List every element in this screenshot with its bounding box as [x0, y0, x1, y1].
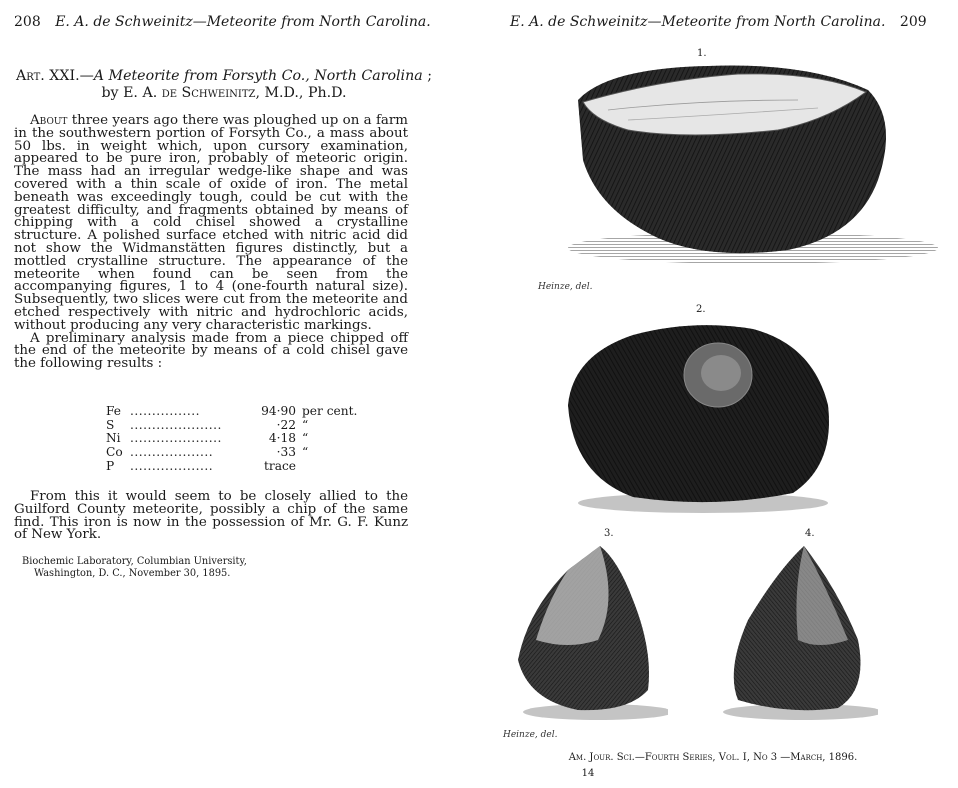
analysis-element: S [106, 417, 115, 432]
leader-dots: ................... [130, 459, 214, 473]
journal-footer [508, 752, 918, 763]
analysis-unit [296, 460, 372, 474]
meteorite-figure-2 [543, 315, 843, 515]
meteorite-figure-4 [708, 540, 878, 730]
analysis-element: Ni [106, 431, 121, 446]
analysis-value: 94·90 [261, 404, 296, 418]
page-number-left: 208 [14, 14, 41, 30]
body-text-top [14, 115, 408, 371]
leader-dots: ..................... [130, 418, 222, 432]
analysis-element: Co [106, 445, 123, 460]
paragraph-1-lead: About [30, 113, 68, 128]
paragraph-1 [14, 115, 408, 333]
analysis-unit: per cent. [302, 404, 358, 418]
paragraph-2: A preliminary analysis made from a piece chipped off the end of the meteorite by means of a cold chisel gave the following results : [14, 330, 408, 372]
analysis-row [106, 432, 372, 446]
analysis-unit: “ [302, 445, 309, 460]
article-title-end: ; [422, 68, 432, 84]
running-head-title-left: E. A. de Schweinitz—Meteorite from North Carolina. [55, 14, 431, 30]
figure-label-2: 2. [696, 304, 706, 315]
journal-citation: Am. Jour. Sci.—Fourth Series, Vol. I, No 3 —March, 1896. [568, 752, 858, 763]
artist-signature-1: Heinze, del. [538, 282, 593, 292]
running-head-left [14, 14, 431, 30]
analysis-row [106, 460, 372, 474]
byline-author: E. A. de Schweinitz [123, 85, 256, 101]
paragraph-3: From this it would seem to be closely allied to the Guilford County meteorite, possibly a chip of the same find. This iron is now in the possession of Mr. G. F. Kunz of New York. [14, 489, 408, 543]
analysis-value: 4·18 [268, 431, 296, 446]
paragraph-1-text: three years ago there was ploughed up on a farm in the southwestern portion of Forsyth Co., a mass about 50 lbs. in weight which, upon cursory examination, appeared to be pure iron, probably of meteoric origin. The mass had an irregular wedge-like shape and was covered with a thin scale of oxide of iron. The metal beneath was exceedingly tough, could be cut with the greatest difficulty, and fragments obtained by means of chipping with a cold chisel showed a crystalline structure. A polished surface etched with nitric acid did not show the Widmanstätten figures distinctly, but a mottled crystalline structure. The appearance of the meteorite when found can be seen from the accompanying figures, 1 to 4 (one-fourth natural size). Subsequently, two slices were cut from the meteorite and etched respectively with nitric and hydrochloric acids, without producing any very characteristic markings. [14, 113, 408, 333]
body-text-bottom [14, 491, 408, 542]
author-address [22, 556, 402, 580]
analysis-unit: “ [302, 417, 309, 432]
figure-label-4: 4. [805, 528, 815, 539]
article-title-text: A Meteorite from Forsyth Co., North Carolina [93, 68, 423, 84]
article-number: Art. XXI. [16, 68, 80, 84]
artist-signature-2: Heinze, del. [503, 730, 558, 740]
signature-mark: 14 [581, 768, 595, 779]
analysis-row [106, 419, 372, 433]
leader-dots: ..................... [130, 432, 222, 446]
byline-suffix: , M.D., Ph.D. [255, 85, 347, 101]
analysis-unit: “ [302, 431, 309, 446]
article-dash: — [79, 68, 94, 84]
article-title [14, 68, 434, 102]
analysis-element: Fe [106, 404, 122, 418]
page-number-right: 209 [899, 14, 927, 30]
analysis-value: ·33 [276, 445, 296, 460]
analysis-row [106, 405, 372, 419]
meteorite-figure-1 [538, 60, 938, 280]
address-line-1: Biochemic Laboratory, Columbian University, [22, 556, 247, 567]
figure-label-3: 3. [604, 528, 614, 539]
running-head-title-right: E. A. de Schweinitz—Meteorite from North Carolina. [510, 14, 886, 30]
byline-prefix: by [101, 85, 124, 101]
figure-label-1: 1. [697, 48, 707, 59]
meteorite-figure-3 [508, 540, 668, 730]
analysis-row [106, 446, 372, 460]
analysis-element: P [106, 458, 115, 473]
leader-dots: ................ [130, 405, 200, 418]
analysis-value: ·22 [276, 417, 296, 432]
analysis-value: trace [263, 458, 296, 473]
address-line-2: Washington, D. C., November 30, 1895. [34, 568, 231, 579]
leader-dots: ................... [130, 446, 214, 460]
left-page [0, 0, 470, 788]
right-page [478, 0, 958, 788]
running-head-right [510, 14, 927, 30]
analysis-table [106, 405, 372, 474]
